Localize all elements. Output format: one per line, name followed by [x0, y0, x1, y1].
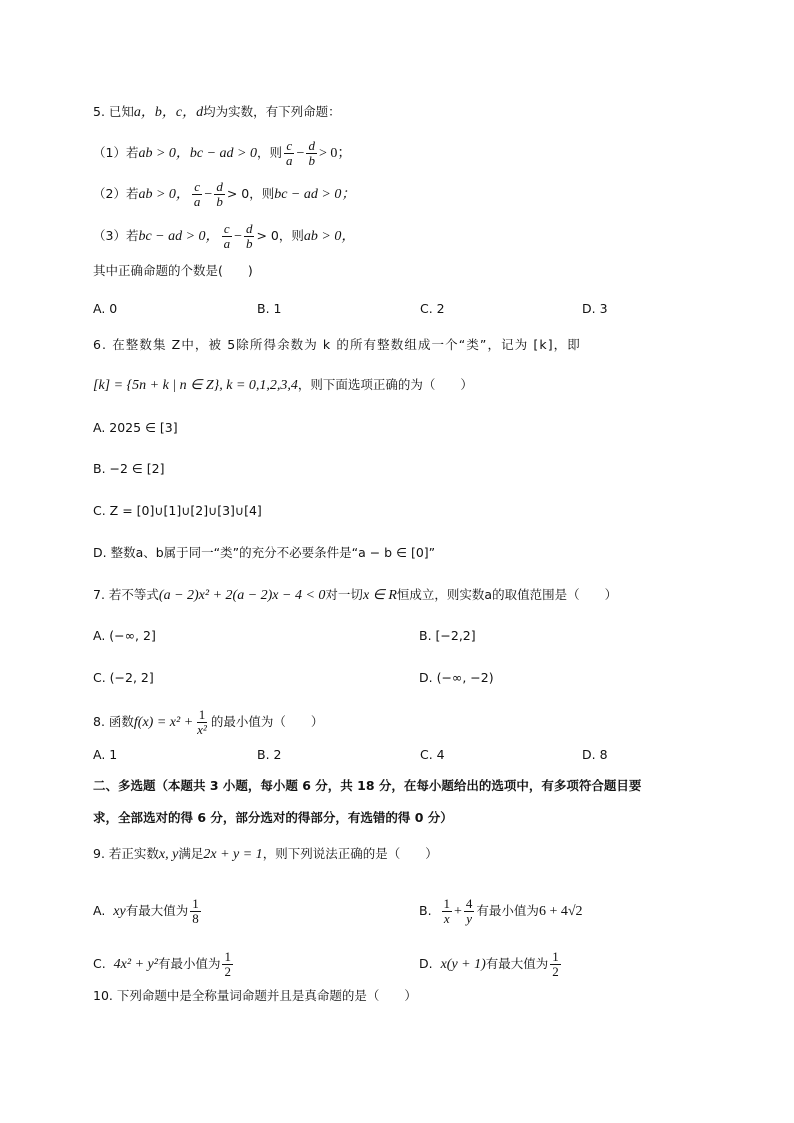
q10-stem: 10. 下列命题中是全称量词命题并且是真命题的是（ ） — [93, 988, 417, 1003]
q5-option-c: C. 2 — [420, 301, 445, 316]
q8-option-a: A. 1 — [93, 747, 118, 762]
q9-option-d-text: 有最大值为 — [485, 956, 549, 971]
q5-option-d: D. 3 — [582, 301, 608, 316]
frac-num: 1 — [192, 896, 199, 911]
q6-stem-tail: ，则下面选项正确的为（ ） — [297, 377, 473, 392]
q8-tail: 的最小值为（ ） — [210, 714, 324, 729]
q9-mid: 满足 — [178, 846, 204, 861]
q5-proposition-3: （3）若bc − ad > 0， $\frac{c}{a}$ − $\frac{d}{b}$ > 0，则ab > 0， — [93, 221, 356, 251]
frac-num: 1 — [224, 949, 231, 964]
fraction-4-over-y: $\frac{4}{y}$ — [465, 896, 473, 926]
q9-option-d — [419, 950, 563, 979]
q9-prefix: 9. 若正实数 — [93, 846, 159, 861]
q8-prefix: 8. 函数 — [93, 714, 134, 729]
q7-prefix: 7. 若不等式 — [93, 587, 159, 602]
q9-option-c-fraction — [222, 950, 233, 979]
q8-fraction — [195, 708, 209, 737]
q9-option-b-text: 有最小值为 — [476, 903, 539, 918]
q5-option-b: B. 1 — [257, 301, 282, 316]
q5-p3-prefix: （3）若 — [93, 228, 139, 243]
q6-option-a: A. 2025 ∈ [3] — [93, 420, 178, 435]
q7-mid: 对一切 — [325, 587, 363, 602]
q9-option-c-math: 4x² + y² — [113, 957, 158, 972]
q5-p1-tail: > 0； — [318, 146, 352, 161]
q8-frac-den: x² — [197, 722, 207, 737]
q5-p2-tail: bc − ad > 0； — [274, 187, 356, 202]
q6-option-d: D. 整数a、b属于同一“类”的充分不必要条件是“a − b ∈ [0]” — [93, 545, 436, 560]
q5-option-a: A. 0 — [93, 301, 118, 316]
q5-p2-mid: > 0，则 — [226, 186, 275, 201]
section2-heading-line2: 求，全部选对的得 6 分，部分选对的得部分，有选错的得 0 分） — [93, 810, 453, 825]
q6-stem-line1: 6. 在整数集 Z中，被 5除所得余数为 k 的所有整数组成一个“类”，记为 [k]，即 — [93, 337, 581, 352]
q9-vars: x, y — [158, 847, 179, 862]
q9-condition: 2x + y = 1 — [203, 847, 263, 862]
q9-option-c-label: C. — [93, 956, 106, 971]
frac-den: 2 — [224, 964, 231, 979]
frac-den: 2 — [552, 964, 559, 979]
q5-p1-math: ab > 0，bc − ad > 0 — [138, 146, 258, 161]
q9-option-b: B. $\frac{1}{x}$ + $\frac{4}{y}$ 有最小值为6 + 4√2 — [419, 896, 583, 926]
q6-option-b: B. −2 ∈ [2] — [93, 461, 165, 476]
q7-option-c: C. (−2, 2] — [93, 670, 154, 685]
q5-p1-then: ，则 — [257, 145, 283, 160]
section2-heading-line1: 二、多选题（本题共 3 小题，每小题 6 分，共 18 分，在每小题给出的选项中，有多项符合题目要 — [93, 778, 642, 793]
fraction-c-over-a: $\frac{c}{a}$ — [223, 221, 231, 251]
q5-stem-prefix: 5. 已知 — [93, 104, 134, 119]
q9-tail: ，则下列说法正确的是（ ） — [262, 846, 438, 861]
q8-option-b: B. 2 — [257, 747, 282, 762]
fraction-d-over-b: $\frac{d}{b}$ — [216, 179, 223, 209]
frac-num: 1 — [552, 949, 559, 964]
q7-stem — [93, 587, 617, 604]
q7-option-b: B. [−2,2] — [419, 628, 476, 643]
fraction-1-over-x: $\frac{1}{x}$ — [443, 896, 451, 926]
q5-p3-tail: ab > 0， — [303, 229, 356, 244]
fraction-c-over-a: $\frac{c}{a}$ — [193, 179, 201, 209]
q6-option-c: C. Z = [0]∪[1]∪[2]∪[3]∪[4] — [93, 503, 262, 518]
q5-stem-suffix: 均为实数，有下列命题： — [203, 104, 341, 119]
q5-proposition-2: （2）若ab > 0， $\frac{c}{a}$ − $\frac{d}{b}$ > 0，则bc − ad > 0； — [93, 179, 356, 209]
q7-tail: 恒成立，则实数a的取值范围是（ ） — [396, 587, 618, 602]
q7-inequality: (a − 2)x² + 2(a − 2)x − 4 < 0 — [158, 588, 326, 603]
frac-den: 8 — [192, 911, 199, 926]
q6-stem-line2 — [93, 377, 473, 394]
q5-p1-prefix: （1）若 — [93, 145, 139, 160]
q9-option-c-text: 有最小值为 — [157, 956, 221, 971]
q5-p3-math: bc − ad > 0， — [138, 229, 220, 244]
q8-function: f(x) = x² + — [133, 715, 194, 730]
q5-p2-math: ab > 0， — [138, 187, 190, 202]
q7-option-a: A. (−∞, 2] — [93, 628, 156, 643]
fraction-d-over-b: $\frac{d}{b}$ — [308, 138, 315, 168]
fraction-c-over-a: $\frac{c}{a}$ — [286, 138, 293, 168]
q9-option-d-label: D. — [419, 956, 433, 971]
q6-set-definition: [k] = {5n + k | n ∈ Z}, k = 0,1,2,3,4 — [93, 378, 298, 393]
q8-stem — [93, 708, 323, 737]
q9-option-a-math: xy — [113, 904, 126, 919]
q9-option-a — [93, 897, 203, 926]
q8-frac-num: 1 — [198, 707, 206, 722]
fraction-d-over-b: $\frac{d}{b}$ — [245, 221, 253, 251]
q9-option-b-label: B. — [419, 903, 432, 918]
q9-option-b-value: 6 + 4√2 — [538, 904, 583, 919]
q9-option-d-fraction — [550, 950, 561, 979]
q5-vars: a，b，c，d — [133, 105, 204, 120]
q5-p3-mid: > 0，则 — [256, 228, 304, 243]
q8-option-c: C. 4 — [420, 747, 445, 762]
q5-proposition-1: （1）若ab > 0，bc − ad > 0，则 $\frac{c}{a}$ − $\frac{d}{b}$ > 0； — [93, 138, 352, 168]
q5-question: 其中正确命题的个数是( ) — [93, 263, 253, 278]
q5-p2-prefix: （2）若 — [93, 186, 139, 201]
q9-option-a-label: A. — [93, 903, 106, 918]
q9-stem — [93, 846, 438, 863]
q7-option-d: D. (−∞, −2) — [419, 670, 494, 685]
q9-option-a-text: 有最大值为 — [125, 903, 189, 918]
q9-option-a-fraction — [190, 897, 201, 926]
q7-condition: x ∈ R — [362, 588, 397, 603]
q9-option-d-math: x(y + 1) — [440, 957, 486, 972]
q9-option-c — [93, 950, 235, 979]
q5-stem — [93, 104, 341, 121]
q8-option-d: D. 8 — [582, 747, 608, 762]
